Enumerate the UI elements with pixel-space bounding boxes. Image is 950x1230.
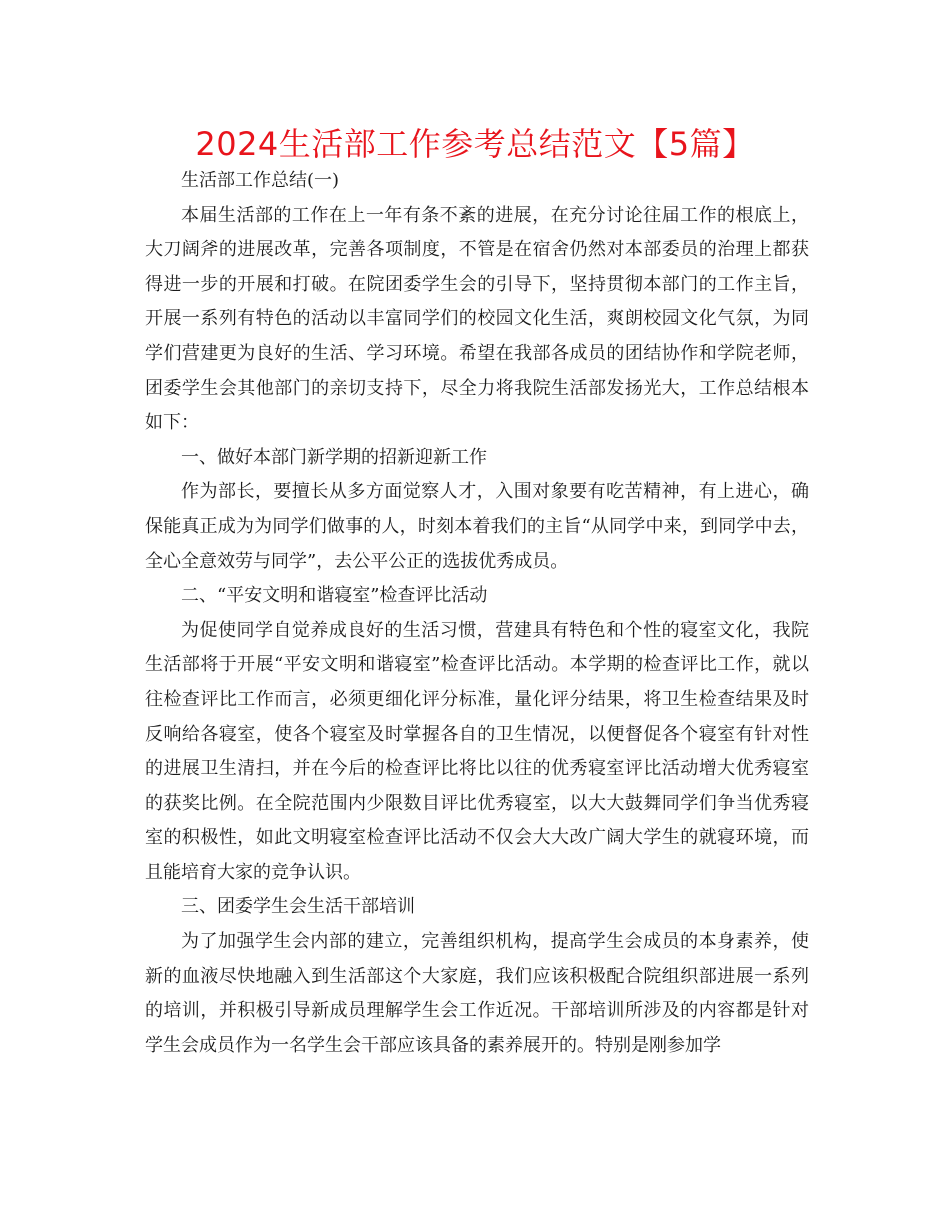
document-title: 2024生活部工作参考总结范文【5篇】: [195, 125, 755, 163]
body-paragraph: 为了加强学生会内部的建立，完善组织机构，提高学生会成员的本身素养，使新的血液尽快地融入到生活部这个大家庭，我们应该积极配合院组织部进展一系列的培训，并积极引导新成员理解学生会工作近况。干部培训所涉及的内容都是针对学生会成员作为一名学生会干部应该具备的素养展开的。特别是刚参加学: [145, 931, 809, 1056]
section-heading: 二、“平安文明和谐寝室”检查评比活动: [181, 585, 488, 607]
document-body: [145, 164, 809, 1063]
body-paragraph: 本届生活部的工作在上一年有条不紊的进展，在充分讨论往届工作的根底上，大刀阔斧的进展改革，完善各项制度，不管是在宿舍仍然对本部委员的治理上都获得进一步的开展和打破。在院团委学生会的引导下，坚持贯彻本部门的工作主旨，开展一系列有特色的活动以丰富同学们的校园文化生活，爽朗校园文化气氛，为同学们营建更为良好的生活、学习环境。希望在我部各成员的团结协作和学院老师，团委学生会其他部门的亲切支持下，尽全力将我院生活部发扬光大，工作总结根本如下：: [145, 204, 809, 434]
section-heading: 三、团委学生会生活干部培训: [181, 896, 415, 918]
body-paragraph: 为促使同学自觉养成良好的生活习惯，营建具有特色和个性的寝室文化，我院生活部将于开展“平安文明和谐寝室”检查评比活动。本学期的检查评比工作，就以往检查评比工作而言，必须更细化评分标准，量化评分结果，将卫生检查结果及时反响给各寝室，使各个寝室及时掌握各自的卫生情况，以便督促各个寝室有针对性的进展卫生清扫，并在今后的检查评比将比以往的优秀寝室评比活动增大优秀寝室的获奖比例。在全院范围内少限数目评比优秀寝室，以大大鼓舞同学们争当优秀寝室的积极性，如此文明寝室检查评比活动不仅会大大改广阔大学生的就寝环境，而且能培育大家的竞争认识。: [145, 619, 809, 883]
body-paragraph: 作为部长，要擅长从多方面觉察人才，入围对象要有吃苦精神，有上进心，确保能真正成为为同学们做事的人，时刻本着我们的主旨“从同学中来，到同学中去，全心全意效劳与同学”，去公平公正的选拔优秀成员。: [145, 481, 809, 572]
section-heading: 生活部工作总结(一): [181, 170, 340, 191]
section-heading: 一、做好本部门新学期的招新迎新工作: [181, 446, 487, 468]
